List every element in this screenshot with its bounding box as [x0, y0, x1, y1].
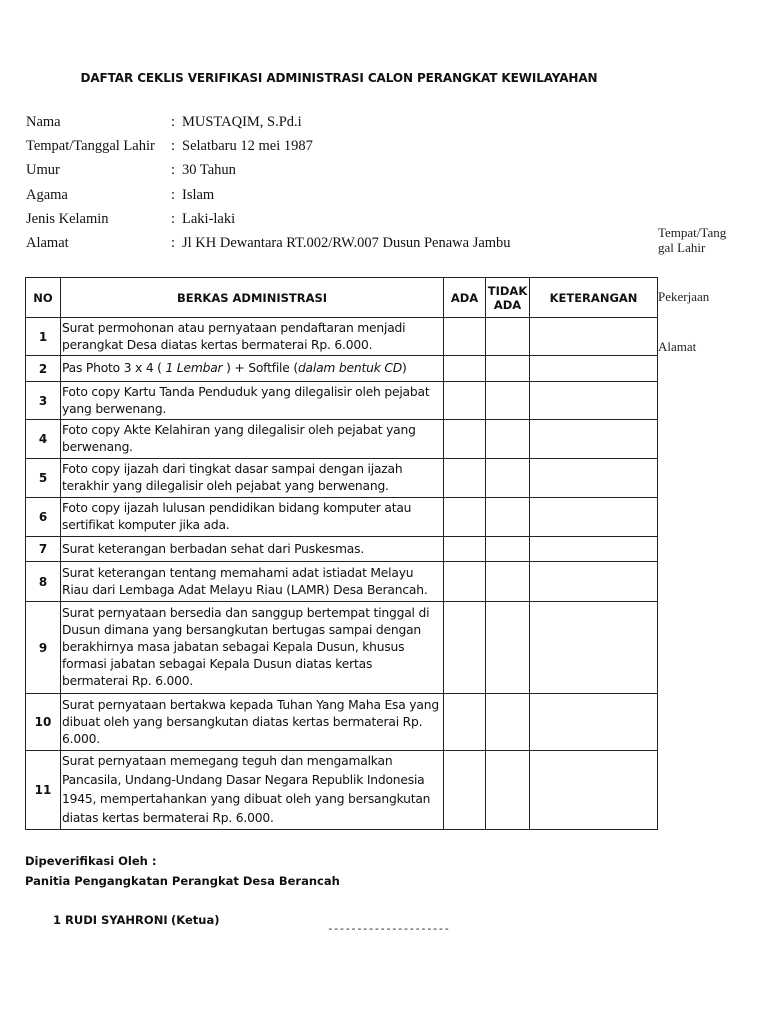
side-label-pekerjaan: Pekerjaan: [658, 289, 710, 304]
info-row-agama: [26, 185, 566, 209]
tidak-ada-cell[interactable]: [486, 602, 530, 694]
row-number: 1: [26, 318, 61, 356]
tidak-ada-cell[interactable]: [486, 382, 530, 420]
row-document: Foto copy ijazah dari tingkat dasar sampai dengan ijazah terakhir yang dilegalisir oleh pejabat yang berwenang.: [61, 459, 444, 498]
row-number: 4: [26, 420, 61, 459]
tidak-ada-cell[interactable]: [486, 318, 530, 356]
row-number: 2: [26, 356, 61, 382]
info-value: Jl KH Dewantara RT.002/RW.007 Dusun Penawa Jambu: [182, 234, 511, 251]
row-number: 6: [26, 498, 61, 537]
info-row-umur: [26, 160, 566, 184]
table-row: [26, 694, 658, 751]
info-label: Umur: [26, 162, 60, 179]
keterangan-cell[interactable]: [530, 537, 658, 562]
table-row: [26, 537, 658, 562]
committee-member-name: 1 RUDI SYAHRONI: [53, 913, 168, 927]
row-document: Surat pernyataan bertakwa kepada Tuhan Yang Maha Esa yang dibuat oleh yang bersangkutan diatas kertas bermaterai Rp. 6.000.: [61, 694, 444, 751]
header-no: NO: [26, 278, 61, 318]
side-label-line: gal Lahir: [658, 240, 706, 255]
row-number: 5: [26, 459, 61, 498]
row-document: Foto copy ijazah lulusan pendidikan bidang komputer atau sertifikat komputer jika ada.: [61, 498, 444, 537]
committee-member-role: (Ketua): [171, 913, 220, 927]
info-value: Laki-laki: [182, 210, 236, 227]
row-document: Surat keterangan tentang memahami adat istiadat Melayu Riau dari Lembaga Adat Melayu Riau (LAMR) Desa Berancah.: [61, 562, 444, 602]
ada-cell[interactable]: [444, 537, 486, 562]
info-colon: :: [171, 186, 176, 203]
tidak-ada-cell[interactable]: [486, 498, 530, 537]
side-label-tempat-tanggal-lahir: [658, 225, 726, 255]
signature-line: ---------------------: [327, 922, 450, 935]
tidak-ada-cell[interactable]: [486, 537, 530, 562]
row-document: Foto copy Akte Kelahiran yang dilegalisir oleh pejabat yang berwenang.: [61, 420, 444, 459]
info-label: Tempat/Tanggal Lahir: [26, 138, 155, 155]
keterangan-cell[interactable]: [530, 498, 658, 537]
keterangan-cell[interactable]: [530, 459, 658, 498]
row-document: Surat keterangan berbadan sehat dari Puskesmas.: [61, 537, 444, 562]
info-value: Islam: [182, 186, 215, 203]
row-text-part: ): [401, 361, 407, 375]
ada-cell[interactable]: [444, 420, 486, 459]
ada-cell[interactable]: [444, 498, 486, 537]
info-colon: :: [171, 210, 176, 227]
ada-cell[interactable]: [444, 356, 486, 382]
table-row: [26, 562, 658, 602]
info-colon: :: [171, 114, 176, 130]
verification-checklist-table: [25, 277, 658, 830]
table-row: [26, 318, 658, 356]
tidak-ada-cell[interactable]: [486, 420, 530, 459]
row-text-part: ) + Softfile (: [222, 361, 298, 375]
info-value: 30 Tahun: [182, 162, 236, 179]
row-document: [61, 356, 444, 382]
keterangan-cell[interactable]: [530, 318, 658, 356]
row-document: Surat pernyataan memegang teguh dan mengamalkan Pancasila, Undang-Undang Dasar Negara Republik Indonesia 1945, mempertahankan yang dibuat oleh yang bersangkutan diatas kertas bermaterai Rp. 6.000.: [61, 751, 444, 830]
tidak-ada-cell[interactable]: [486, 459, 530, 498]
info-value: MUSTAQIM, S.Pd.i: [182, 114, 302, 130]
info-label: Nama: [26, 114, 61, 130]
info-row-tempat-tanggal-lahir: [26, 136, 566, 160]
row-text-part-italic: 1 Lembar: [165, 361, 223, 375]
row-number: 10: [26, 694, 61, 751]
keterangan-cell[interactable]: [530, 420, 658, 459]
keterangan-cell[interactable]: [530, 562, 658, 602]
info-value: Selatbaru 12 mei 1987: [182, 138, 313, 155]
row-document: Surat pernyataan bersedia dan sanggup bertempat tinggal di Dusun dimana yang bersangkutan bertugas sampai dengan berakhirnya masa jabatan sebagai Kepala Dusun, khusus formasi jabatan sebagai Kepala Dusun diatas kertas bermaterai Rp. 6.000.: [61, 602, 444, 694]
table-row: [26, 602, 658, 694]
tidak-ada-cell[interactable]: [486, 356, 530, 382]
ada-cell[interactable]: [444, 562, 486, 602]
info-label: Alamat: [26, 234, 69, 251]
info-label: Agama: [26, 186, 68, 203]
table-header-row: [26, 278, 658, 318]
info-row-alamat: [26, 233, 566, 257]
row-number: 9: [26, 602, 61, 694]
tidak-ada-cell[interactable]: [486, 751, 530, 830]
committee-name: Panitia Pengangkatan Perangkat Desa Berancah: [25, 874, 340, 888]
row-text-part-italic: dalam bentuk CD: [297, 361, 402, 375]
keterangan-cell[interactable]: [530, 356, 658, 382]
ada-cell[interactable]: [444, 459, 486, 498]
info-row-nama: [26, 112, 566, 136]
table-row: [26, 420, 658, 459]
row-number: 7: [26, 537, 61, 562]
table-row: [26, 356, 658, 382]
ada-cell[interactable]: [444, 382, 486, 420]
row-number: 8: [26, 562, 61, 602]
ada-cell[interactable]: [444, 694, 486, 751]
row-number: 11: [26, 751, 61, 830]
header-keterangan: KETERANGAN: [530, 278, 658, 318]
row-number: 3: [26, 382, 61, 420]
tidak-ada-cell[interactable]: [486, 562, 530, 602]
row-text-part: Pas Photo 3 x 4 (: [62, 361, 166, 375]
keterangan-cell[interactable]: [530, 694, 658, 751]
header-berkas-administrasi: BERKAS ADMINISTRASI: [61, 278, 444, 318]
applicant-info: [26, 112, 566, 257]
document-title: DAFTAR CEKLIS VERIFIKASI ADMINISTRASI CALON PERANGKAT KEWILAYAHAN: [80, 71, 598, 85]
header-tidak-ada-line: TIDAK: [487, 283, 528, 298]
keterangan-cell[interactable]: [530, 382, 658, 420]
table-row: [26, 498, 658, 537]
row-document: Surat permohonan atau pernyataan pendaftaran menjadi perangkat Desa diatas kertas bermaterai Rp. 6.000.: [61, 318, 444, 356]
keterangan-cell[interactable]: [530, 751, 658, 830]
header-tidak-ada: [486, 278, 530, 318]
ada-cell[interactable]: [444, 318, 486, 356]
ada-cell[interactable]: [444, 602, 486, 694]
info-colon: :: [171, 138, 176, 155]
info-colon: :: [171, 234, 176, 251]
side-label-line: Tempat/Tang: [658, 225, 727, 240]
side-label-alamat: Alamat: [658, 339, 697, 354]
info-row-jenis-kelamin: [26, 209, 566, 233]
info-label: Jenis Kelamin: [26, 210, 109, 227]
header-tidak-ada-line: ADA: [493, 297, 522, 312]
row-document: Foto copy Kartu Tanda Penduduk yang dilegalisir oleh pejabat yang berwenang.: [61, 382, 444, 420]
table-row: [26, 751, 658, 830]
table-row: [26, 459, 658, 498]
table-row: [26, 382, 658, 420]
verified-by-label: Dipeverifikasi Oleh :: [25, 854, 157, 868]
header-ada: ADA: [444, 278, 486, 318]
tidak-ada-cell[interactable]: [486, 694, 530, 751]
keterangan-cell[interactable]: [530, 602, 658, 694]
info-colon: :: [171, 162, 176, 179]
ada-cell[interactable]: [444, 751, 486, 830]
